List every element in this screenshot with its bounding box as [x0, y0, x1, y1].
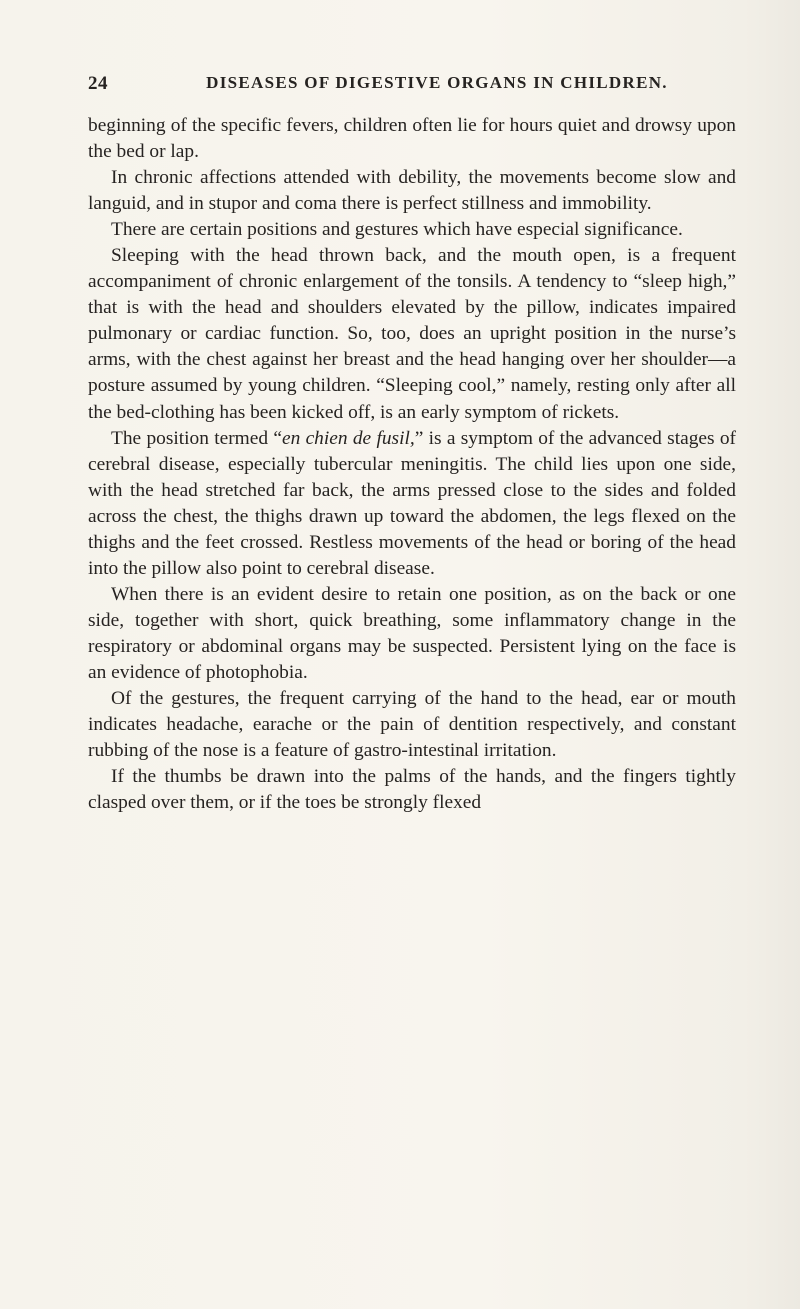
- paragraph-continuation: beginning of the specific fevers, children often lie for hours quiet and drowsy upon the bed or lap.: [88, 115, 736, 163]
- paragraph-positions-intro: There are certain positions and gestures which have especial significance.: [111, 219, 683, 241]
- body-text: [88, 113, 736, 816]
- paragraph-chronic-affections: In chronic affections attended with debility, the movements become slow and languid, and in stupor and coma there is perfect stillness and immobility.: [88, 167, 736, 215]
- page-number: 24: [88, 73, 108, 94]
- paragraph-text-after: ” is a symptom of the advanced stages of cerebral disease, especially tubercular meningitis. The child lies upon one side, with the head stretched far back, the arms pressed close to the sides and folded across the chest, the thighs drawn up toward the abdomen, the legs flexed on the thighs and the feet crossed. Restless movements of the head or boring of the head into the pillow also point to cerebral disease.: [88, 427, 737, 579]
- running-head: DISEASES OF DIGESTIVE ORGANS IN CHILDREN.: [206, 73, 668, 92]
- paragraph-thumbs: If the thumbs be drawn into the palms of the hands, and the fingers tightly clasped over them, or if the toes be strongly flexed: [88, 766, 736, 814]
- paragraph-text-before: The position termed “: [111, 427, 282, 449]
- paragraph-retain-position: When there is an evident desire to retain one position, as on the back or one side, together with short, quick breathing, some inflammatory change in the respiratory or abdominal organs may be suspected. Persistent lying on the face is an evidence of photophobia.: [88, 583, 736, 683]
- paragraph-en-chien-de-fusil: [88, 426, 736, 582]
- italic-term: en chien de fusil,: [281, 427, 415, 449]
- paragraph-gestures: Of the gestures, the frequent carrying of the hand to the head, ear or mouth indicates headache, earache or the pain of dentition respectively, and constant rubbing of the nose is a feature of gastro-intestinal irritation.: [88, 688, 736, 762]
- page-header: [88, 73, 748, 99]
- paragraph-sleeping-positions: Sleeping with the head thrown back, and the mouth open, is a frequent accompaniment of chronic enlargement of the tonsils. A tendency to “sleep high,” that is with the head and shoulders elevated by the pillow, indicates impaired pulmonary or cardiac function. So, too, does an upright position in the nurse’s arms, with the chest against her breast and the head hanging over her shoulder—a posture assumed by young children. “Sleeping cool,” namely, resting only after all the bed-clothing has been kicked off, is an early symptom of rickets.: [88, 245, 736, 423]
